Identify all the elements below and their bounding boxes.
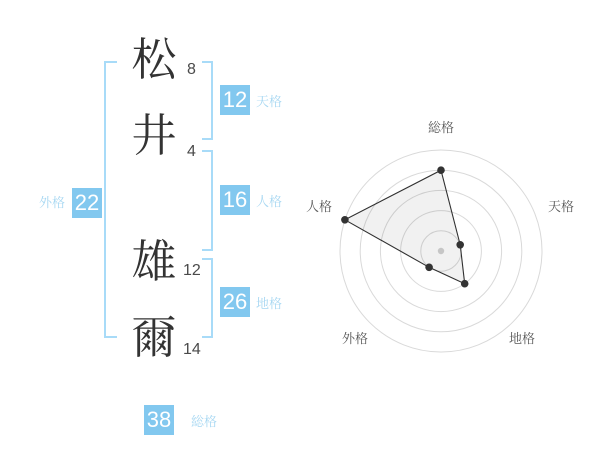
gaikaku-bracket: [104, 61, 117, 338]
soukaku-value-box: 38: [144, 405, 174, 435]
radar-axis-label: 人格: [305, 199, 333, 214]
gaikaku-label: 外格: [39, 195, 66, 210]
radar-vertex-dot: [456, 241, 464, 249]
chikaku-bracket: [202, 258, 213, 338]
radar-axis-label: 天格: [547, 199, 575, 214]
stroke-count-1: 8: [187, 61, 196, 78]
gaikaku-value-box: 22: [72, 188, 102, 218]
tenkaku-value-box: 12: [220, 85, 250, 115]
radar-vertex-dot: [461, 280, 469, 288]
soukaku-label: 総格: [191, 414, 218, 429]
radar-vertex-dot: [437, 166, 445, 174]
tenkaku-bracket: [202, 61, 213, 140]
radar-axis-label: 外格: [341, 331, 369, 346]
name-char-2: 井: [131, 110, 177, 161]
stroke-count-3: 12: [183, 262, 201, 279]
name-char-4: 爾: [131, 312, 177, 363]
stroke-count-4: 14: [183, 341, 201, 358]
radar-vertex-dot: [425, 264, 433, 272]
stroke-count-2: 4: [187, 143, 196, 160]
name-char-3: 雄: [131, 236, 177, 287]
radar-vertex-dot: [341, 216, 349, 224]
radar-axis-label: 総格: [427, 120, 455, 135]
jinkaku-bracket: [202, 150, 213, 251]
name-char-1: 松: [131, 34, 177, 85]
radar-center-dot: [438, 248, 444, 254]
jinkaku-value-box: 16: [220, 185, 250, 215]
tenkaku-label: 天格: [256, 94, 283, 109]
radar-axis-label: 地格: [508, 331, 536, 346]
jinkaku-label: 人格: [256, 194, 283, 209]
radar-chart: [291, 101, 591, 401]
chikaku-label: 地格: [256, 296, 283, 311]
chikaku-value-box: 26: [220, 287, 250, 317]
